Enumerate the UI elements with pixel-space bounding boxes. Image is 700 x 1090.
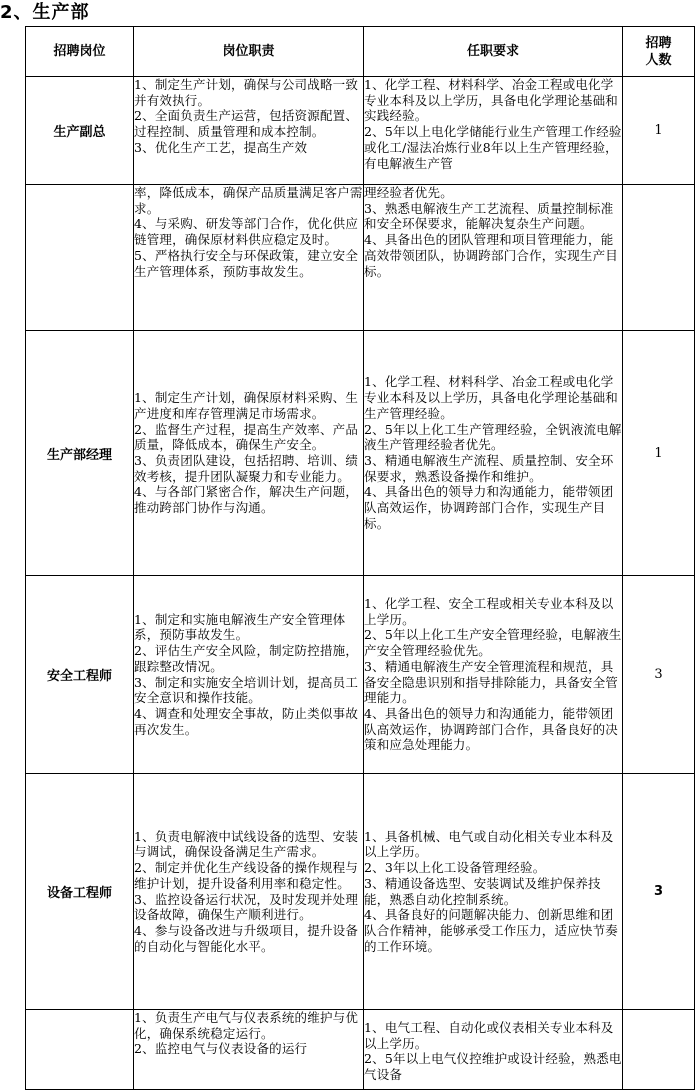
header-headcount-line2: 人数 xyxy=(645,52,672,68)
header-duties: 岗位职责 xyxy=(134,27,364,77)
recruitment-table xyxy=(25,26,695,1090)
table-row xyxy=(26,774,695,1010)
duties-cell xyxy=(134,774,364,1010)
position-cell: 生产副总 xyxy=(26,77,134,185)
position-cell: 生产部经理 xyxy=(26,331,134,576)
requirements-text: 理经验者优先。 3、熟悉电解液生产工艺流程、质量控制标准和安全环保要求，能解决复杂生产问题。 4、具备出色的团队管理和项目管理能力，能高效带领团队，协调跨部门合作，实现生产目标。 xyxy=(364,185,619,279)
duties-text: 率，降低成本，确保产品质量满足客户需求。 4、与采购、研发等部门合作，优化供应链管理，确保原材料供应稳定及时。 5、严格执行安全与环保政策，建立安全生产管理体系，预防事故发生。 xyxy=(134,185,363,279)
table-row xyxy=(26,1010,695,1090)
duties-cell xyxy=(134,576,364,774)
position-cell: 设备工程师 xyxy=(26,774,134,1010)
requirements-cell xyxy=(364,1010,623,1090)
table-row xyxy=(26,576,695,774)
position-cell xyxy=(26,1010,134,1090)
header-position: 招聘岗位 xyxy=(26,27,134,77)
headcount-cell xyxy=(623,1010,695,1090)
duties-cell xyxy=(134,77,364,185)
requirements-text: 1、化学工程、材料科学、冶金工程或电化学专业本科及以上学历，具备电化学理论基础和生产管理经验。 2、5年以上化工生产管理经验，全钒液流电解液生产管理经验者优先。 3、精通电解液生产流程、质量控制、安全环保要求，熟悉设备操作和维护。 4、具备出色的领导力和沟通能力，能带领团队高效运作，协调跨部门合作，实现生产目标。 xyxy=(364,374,622,531)
requirements-text: 1、具备机械、电气或自动化相关专业本科及以上学历。 2、3年以上化工设备管理经验。 3、精通设备选型、安装调试及维护保养技能，熟悉自动化控制系统。 4、具备良好的问题解决能力、创新思维和团队合作精神，能够承受工作压力，适应快节奏的工作环境。 xyxy=(364,828,619,954)
duties-text: 1、制定和实施电解液生产安全管理体系，预防事故发生。 2、评估生产安全风险，制定防控措施，跟踪整改情况。 3、制定和实施安全培训计划，提高员工安全意识和操作技能。 4、调查和处理安全事故，防止类似事故再次发生。 xyxy=(134,611,359,737)
requirements-cell xyxy=(364,185,623,331)
duties-text: 1、制定生产计划，确保原材料采购、生产进度和库存管理满足市场需求。 2、监督生产过程，提高生产效率、产品质量，降低成本，确保生产安全。 3、负责团队建设，包括招聘、培训、绩效考核，提升团队凝聚力和专业能力。 4、与各部门紧密合作，解决生产问题，推动跨部门协作与沟通。 xyxy=(134,390,359,516)
table-row xyxy=(26,77,695,185)
position-cell xyxy=(26,185,134,331)
table-row xyxy=(26,185,695,331)
requirements-text: 1、化学工程、安全工程或相关专业本科及以上学历。 2、5年以上化工生产安全管理经验，电解液生产安全管理经验优先。 3、精通电解液生产安全管理流程和规范，具备安全隐患识别和指导排除能力，具备安全管理能力。 4、具备出色的领导力和沟通能力，能带领团队高效运作，协调跨部门合作，具备良好的决策和应急处理能力。 xyxy=(364,595,622,753)
duties-text: 1、负责电解液中试线设备的选型、安装与调试，确保设备满足生产需求。 2、制定并优化生产线设备的操作规程与维护计划，提升设备利用率和稳定性。 3、监控设备运行状况，及时发现并处理设备故障，确保生产顺利进行。 4、参与设备改进与升级项目，提升设备的自动化与智能化水平。 xyxy=(134,828,359,954)
requirements-text: 1、电气工程、自动化或仪表相关专业本科及以上学历。 2、5年以上电气仪控维护或设计经验，熟悉电气设备 xyxy=(364,1020,622,1083)
duties-text: 1、制定生产计划，确保与公司战略一致并有效执行。 2、全面负责生产运营，包括资源配置、过程控制、质量管理和成本控制。 3、优化生产工艺，提高生产效 xyxy=(134,77,359,155)
table-row xyxy=(26,331,695,576)
section-title: 2、生产部 xyxy=(0,2,90,23)
headcount-cell: 3 xyxy=(623,774,695,1010)
requirements-cell xyxy=(364,576,623,774)
headcount-cell: 3 xyxy=(623,576,695,774)
headcount-cell: 1 xyxy=(623,77,695,185)
header-requirements: 任职要求 xyxy=(364,27,623,77)
requirements-text: 1、化学工程、材料科学、冶金工程或电化学专业本科及以上学历，具备电化学理论基础和实践经验。 2、5年以上电化学储能行业生产管理工作经验或化工/湿法冶炼行业8年以上生产管理经验，有电解液生产管 xyxy=(364,77,622,171)
requirements-cell xyxy=(364,331,623,576)
headcount-cell xyxy=(623,185,695,331)
position-cell: 安全工程师 xyxy=(26,576,134,774)
duties-cell xyxy=(134,331,364,576)
duties-text: 1、负责生产电气与仪表系统的维护与优化，确保系统稳定运行。 2、监控电气与仪表设备的运行 xyxy=(134,1010,359,1057)
duties-cell xyxy=(134,185,364,331)
header-headcount xyxy=(623,27,695,77)
requirements-cell xyxy=(364,77,623,185)
requirements-cell xyxy=(364,774,623,1010)
header-headcount-line1: 招聘 xyxy=(645,35,672,51)
headcount-cell: 1 xyxy=(623,331,695,576)
duties-cell xyxy=(134,1010,364,1090)
table-header-row xyxy=(26,27,695,77)
